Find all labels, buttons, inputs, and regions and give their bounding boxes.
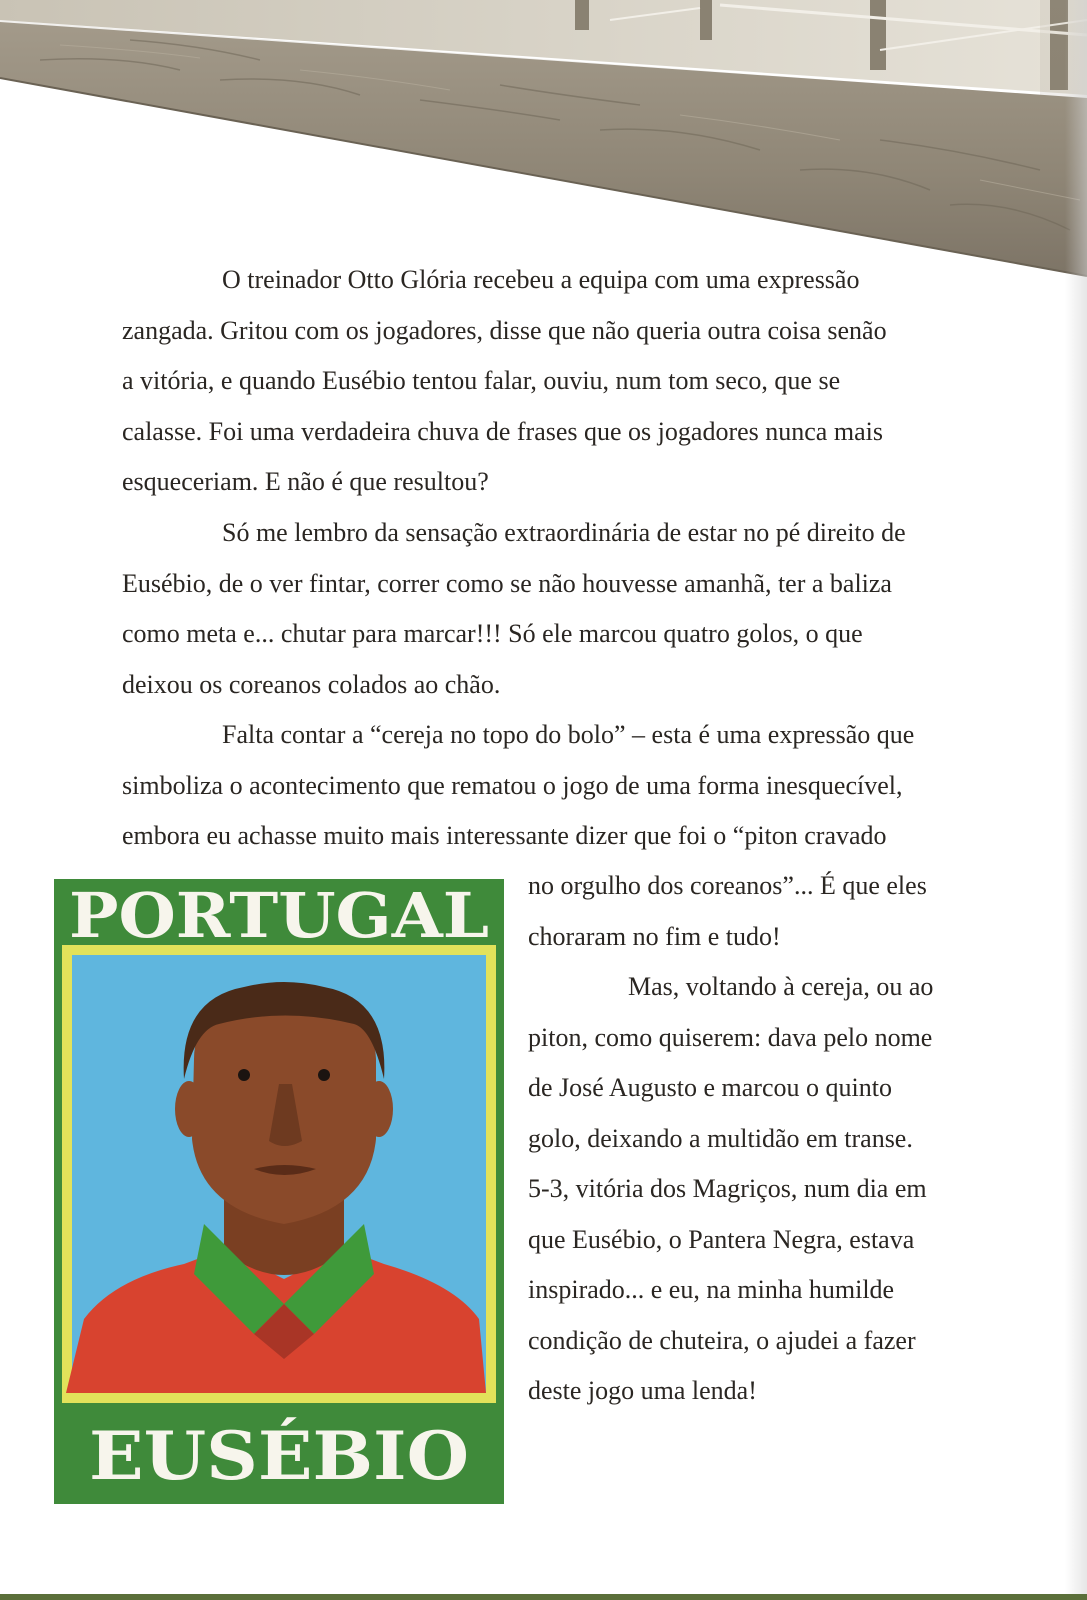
right-eye	[318, 1069, 330, 1081]
paragraph-3-continuation: no orgulho dos coreanos”... É que eles choraram no fim e tudo!	[528, 871, 927, 951]
poster-title-eusebio: EUSÉBIO	[89, 1417, 469, 1495]
page-gutter-shade	[1065, 0, 1087, 1600]
eusebio-poster	[54, 879, 504, 1504]
paragraph-1: O treinador Otto Glória recebeu a equipa com uma expressão zangada. Gritou com os jogadores, disse que não queria outra coisa senão a vitória, e quando Eusébio tentou falar, ouviu, num tom seco, que se calasse. Foi uma verdadeira chuva de frases que os jogadores nunca mais esqueceriam. E não é que resultou?	[122, 265, 887, 496]
left-eye	[238, 1069, 250, 1081]
poster-title-portugal: PORTUGAL	[69, 879, 489, 952]
paragraph-2: Só me lembro da sensação extraordinária de estar no pé direito de Eusébio, de o ver fintar, correr como se não houvesse amanhã, ter a baliza como meta e... chutar para marcar!!! Só ele marcou quatro golos, o que deixou os coreanos colados ao chão.	[122, 518, 906, 699]
paragraph-3: Falta contar a “cereja no topo do bolo” – esta é uma expressão que simboliza o acontecimento que rematou o jogo de uma forma inesquecível, embora eu achasse muito mais interessante dizer que foi o “piton cravado	[122, 720, 915, 850]
poster-artwork	[54, 879, 504, 1504]
stadium-beam-illustration	[0, 0, 1087, 285]
bottom-edge-strip	[0, 1594, 1087, 1600]
paragraph-4: Mas, voltando à cereja, ou ao piton, como quiserem: dava pelo nome de José Augusto e marcou o quinto golo, deixando a multidão em transe. 5-3, vitória dos Magriços, num dia em que Eusébio, o Pantera Negra, estava inspirado... e eu, na minha humilde condição de chuteira, o ajudei a fazer deste jogo uma lenda!	[528, 972, 934, 1405]
